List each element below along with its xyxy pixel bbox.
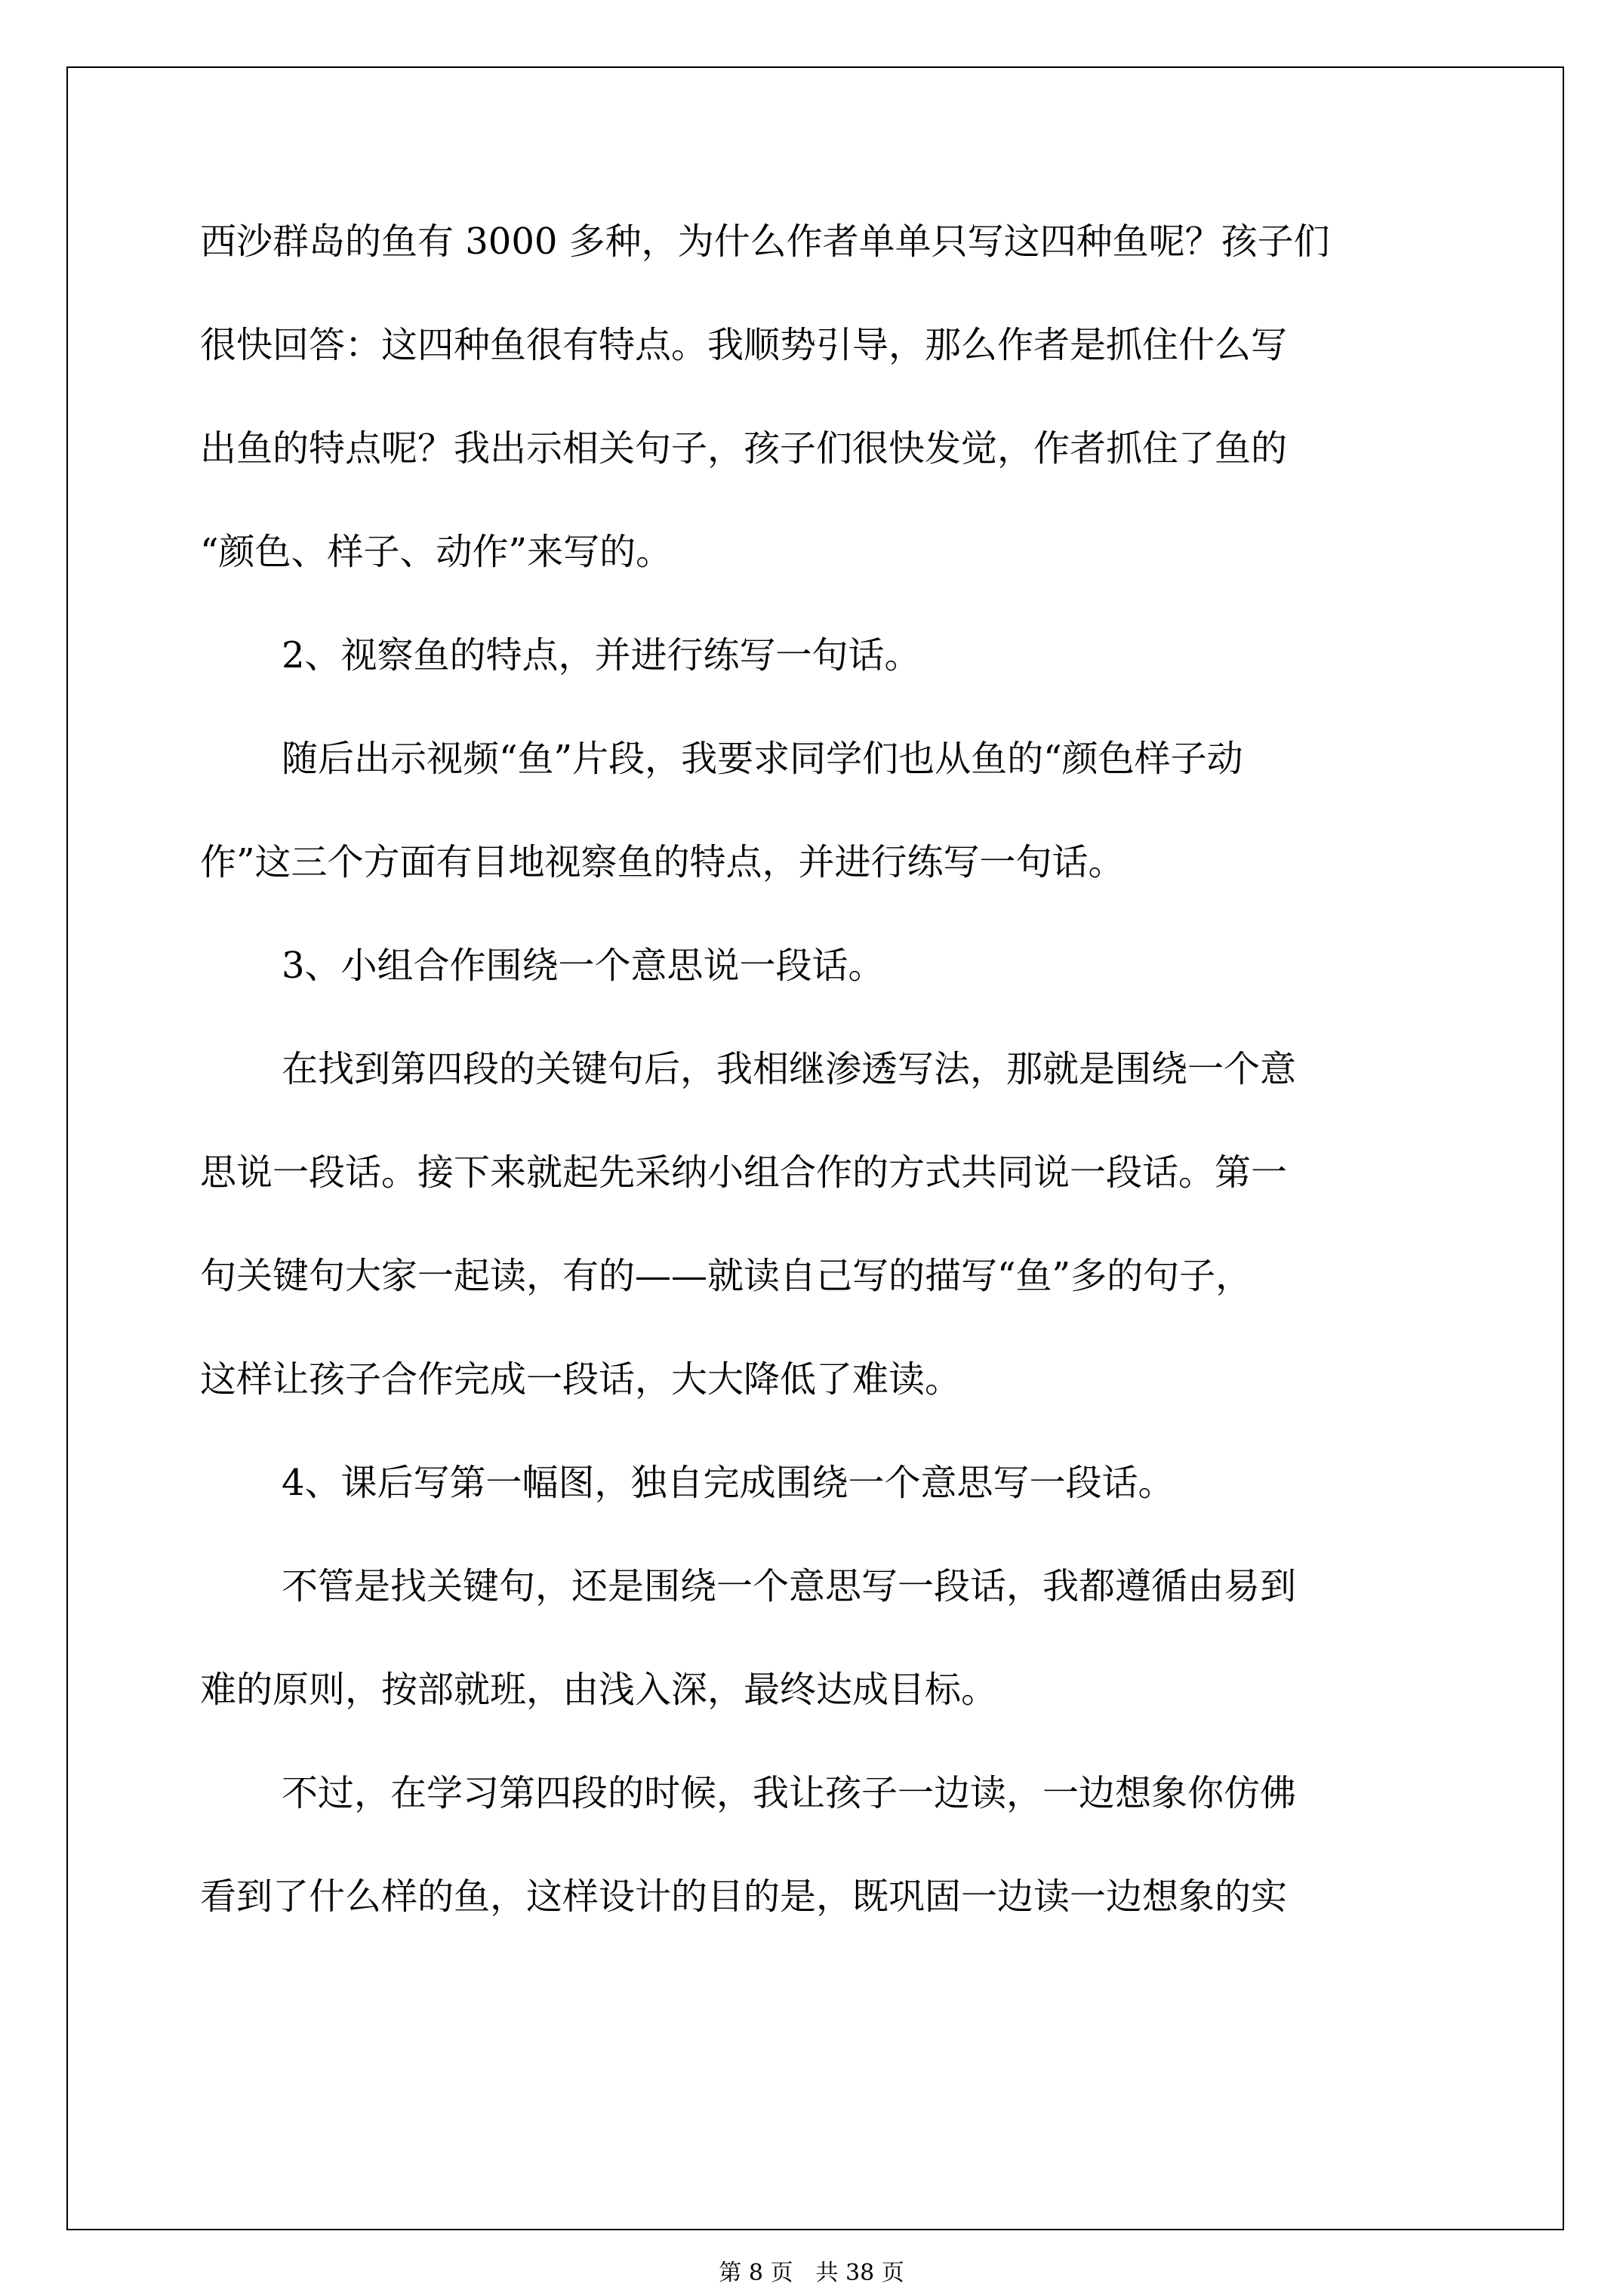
text-line: 不过，在学习第四段的时候，我让孩子一边读，一边想象你仿佛 xyxy=(282,1772,1297,1814)
section-heading-3: 3、小组合作围绕一个意思说一段话。 xyxy=(282,945,885,987)
text-line: 作”这三个方面有目地视察鱼的特点，并进行练写一句话。 xyxy=(200,841,1125,883)
text-line: 句关键句大家一起读，有的——就读自己写的描写“鱼”多的句子， xyxy=(200,1255,1252,1297)
text-line: 不管是找关键句，还是围绕一个意思写一段话，我都遵循由易到 xyxy=(282,1565,1297,1607)
page-number-footer: 第 8 页 共 38 页 xyxy=(719,2260,904,2286)
section-heading-4: 4、课后写第一幅图，独自完成围绕一个意思写一段话。 xyxy=(282,1462,1175,1504)
text-line: 随后出示视频“鱼”片段，我要求同学们也从鱼的“颜色样子动 xyxy=(282,738,1243,780)
text-line: 西沙群岛的鱼有 3000 多种，为什么作者单单只写这四种鱼呢？孩子们 xyxy=(200,220,1330,263)
text-line: 很快回答：这四种鱼很有特点。我顺势引导，那么作者是抓住什么写 xyxy=(200,324,1288,366)
text-line: 难的原则，按部就班，由浅入深，最终达成目标。 xyxy=(200,1669,998,1711)
text-line: 这样让孩子合作完成一段话，大大降低了难读。 xyxy=(200,1358,962,1401)
text-line: 在找到第四段的关键句后，我相继渗透写法，那就是围绕一个意 xyxy=(282,1048,1297,1090)
text-line: 思说一段话。接下来就起先采纳小组合作的方式共同说一段话。第一 xyxy=(200,1151,1288,1194)
text-line: 看到了什么样的鱼，这样设计的目的是，既巩固一边读一边想象的实 xyxy=(200,1875,1288,1918)
text-line: 出鱼的特点呢？我出示相关句子，孩子们很快发觉，作者抓住了鱼的 xyxy=(200,427,1288,470)
text-line: “颜色、样子、动作”来写的。 xyxy=(200,531,673,573)
section-heading-2: 2、视察鱼的特点，并进行练写一句话。 xyxy=(282,634,921,676)
